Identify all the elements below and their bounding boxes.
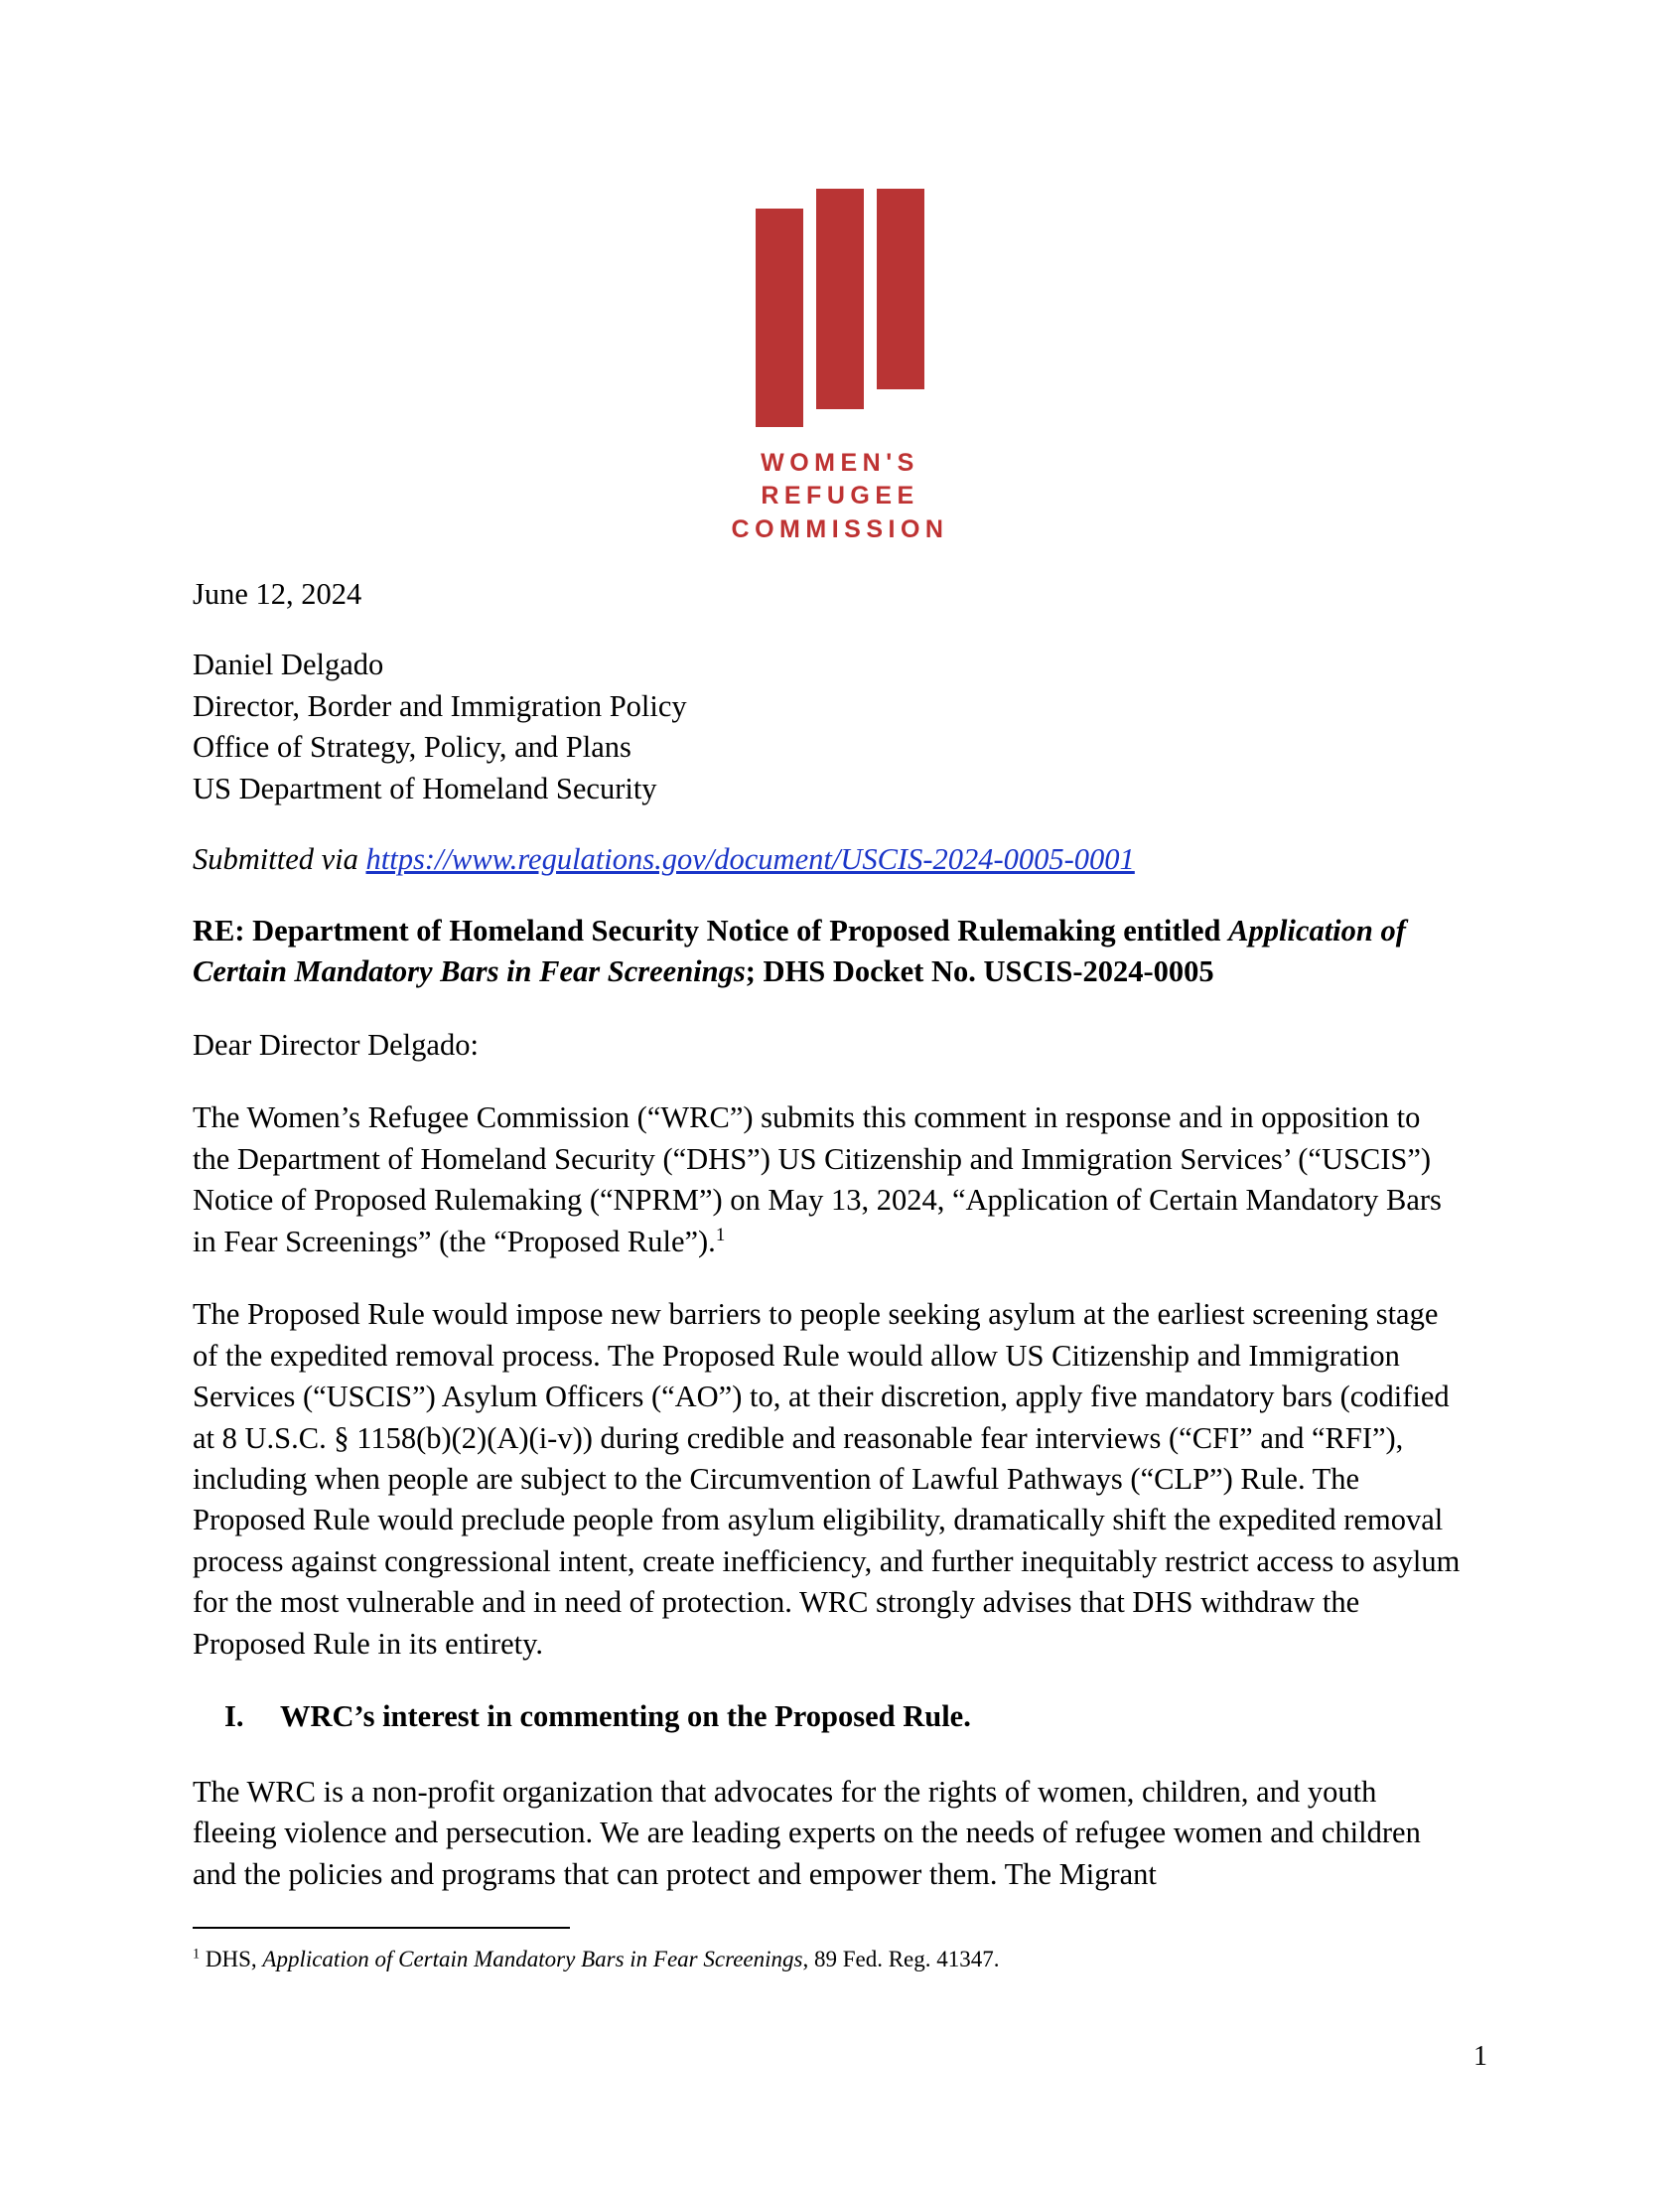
logo-wordmark-line-1: WOMEN'S <box>761 449 919 477</box>
re-subject-part-1: RE: Department of Homeland Security Notice of Proposed Rulemaking entitled <box>193 913 1229 947</box>
section-heading-1-title: WRC’s interest in commenting on the Proposed Rule. <box>280 1699 971 1734</box>
paragraph-3: The WRC is a non-profit organization that advocates for the rights of women, children, and youth fleeing violence and persecution. We are leading experts on the needs of refugee women and children and the policies and programs that can protect and empower them. The Migrant <box>193 1774 1421 1891</box>
regulations-gov-link[interactable]: https://www.regulations.gov/document/USCIS-2024-0005-0001 <box>365 842 1135 877</box>
footnote-1-title: Application of Certain Mandatory Bars in Fear Screenings <box>262 1947 803 1971</box>
recipient-name: Daniel Delgado <box>193 648 384 682</box>
logo-wordmark-line-2: REFUGEE <box>761 482 919 510</box>
footnote-1 <box>193 1945 1462 1974</box>
letter-body <box>193 574 1462 1927</box>
section-heading-1-numeral: I. <box>224 1699 244 1734</box>
paragraph-1 <box>193 1097 1462 1262</box>
re-subject-line <box>193 911 1462 993</box>
salutation: Dear Director Delgado: <box>193 1027 479 1062</box>
logo-wordmark-line-3: COMMISSION <box>731 514 949 543</box>
paragraph-1-text: The Women’s Refugee Commission (“WRC”) submits this comment in response and in opposition to the Department of Homeland Security (“DHS”) US Citizenship and Immigration Services’ (“USCIS”) Notice of Proposed Rulemaking (“NPRM”) on May 13, 2024, “Application of Certain Mandatory Bars in Fear Screenings” (the “Proposed Rule”). <box>193 1100 1442 1258</box>
logo-bar-2 <box>816 189 864 409</box>
paragraph-2: The Proposed Rule would impose new barriers to people seeking asylum at the earliest screening stage of the expedited removal process. The Proposed Rule would allow US Citizenship and Immigration Services (“USCIS”) Asylum Officers (“AO”) to, at their discretion, apply five mandatory bars (codified at 8 U.S.C. § 1158(b)(2)(A)(i-v)) during credible and reasonable fear interviews (“CFI” and “RFI”), including when people are subject to the Circumvention of Lawful Pathways (“CLP”) Rule. The Proposed Rule would preclude people from asylum eligibility, dramatically shift the expedited removal process against congressional intent, create inefficiency, and further inequitably restrict access to asylum for the most vulnerable and in need of protection. WRC strongly advises that DHS withdraw the Proposed Rule in its entirety. <box>193 1297 1461 1661</box>
organization-logo <box>0 189 1680 546</box>
footnote-1-prefix: DHS, <box>200 1947 263 1971</box>
submitted-via-label: Submitted via <box>193 842 366 877</box>
recipient-title: Director, Border and Immigration Policy <box>193 688 687 723</box>
footnote-1-marker: 1 <box>193 1946 201 1963</box>
recipient-agency: US Department of Homeland Security <box>193 771 657 805</box>
recipient-address <box>193 645 1462 809</box>
page-number: 1 <box>1473 2041 1487 2072</box>
logo-bar-1 <box>756 209 803 427</box>
section-heading-1 <box>193 1696 1462 1737</box>
recipient-office: Office of Strategy, Policy, and Plans <box>193 730 631 765</box>
footnote-1-suffix: , 89 Fed. Reg. 41347. <box>802 1947 1000 1971</box>
re-subject-rule-title: Application of Certain Mandatory Bars in Fear Screenings <box>193 913 1406 989</box>
re-subject-part-2: ; DHS Docket No. USCIS-2024-0005 <box>745 954 1214 989</box>
footnote-separator-rule <box>193 1927 570 1929</box>
footnote-area <box>193 1927 1462 1974</box>
logo-bars-icon <box>756 189 924 427</box>
logo-bar-3 <box>877 189 924 389</box>
logo-wordmark <box>732 447 949 546</box>
footnote-marker-1[interactable]: 1 <box>715 1224 726 1245</box>
submitted-via-line <box>193 839 1462 880</box>
letter-date: June 12, 2024 <box>193 577 362 611</box>
